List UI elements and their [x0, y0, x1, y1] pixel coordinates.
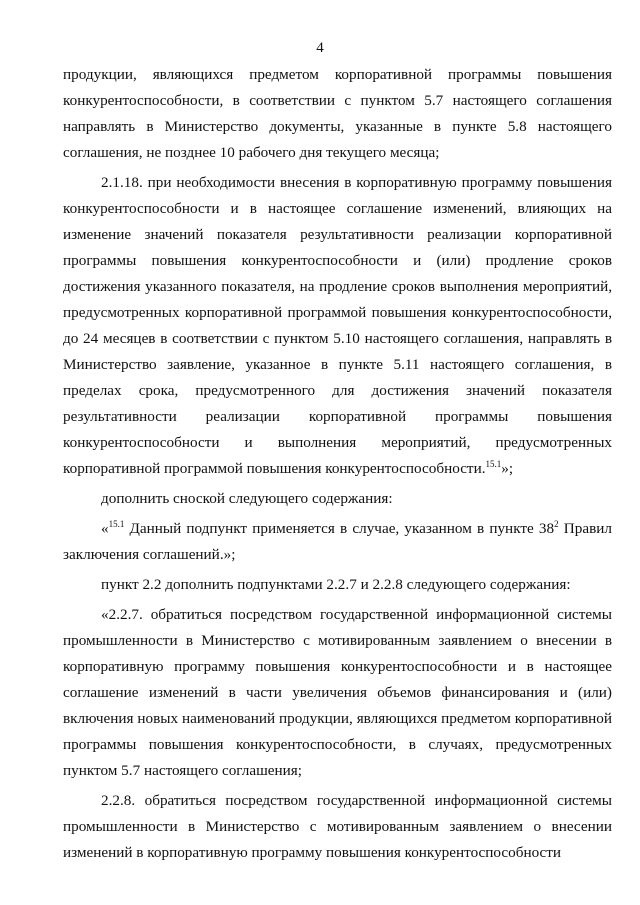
paragraph-2-1-18-end: »; — [501, 460, 514, 477]
footnote-body: Данный подпункт применяется в случае, указанном в пункте 38 — [124, 520, 555, 537]
paragraph-2-2-7: «2.2.7. обратиться посредством государственной информационной системы промышленности в Министерство с мотивированным заявлением о внесении в корпоративную программу повышения конкурентоспособности и в настоящее соглашение изменений в части увеличения объемов финансирования и (или) включения новых наименований продукции, являющихся предметом корпоративной программы повышения конкурентоспособности, в случаях, предусмотренных пунктом 5.7 настоящего соглашения; — [63, 606, 612, 779]
paragraph-footnote-intro: дополнить сноской следующего содержания: — [101, 490, 393, 507]
footnote-ref-15-1: 15.1 — [485, 459, 502, 469]
document-body — [63, 62, 612, 866]
page-number: 4 — [316, 40, 324, 56]
footnote-open-quote: « — [101, 520, 109, 537]
paragraph-2-1-18-text: 2.1.18. при необходимости внесения в корпоративную программу повышения конкурентоспособности и в настоящее соглашение изменений, влияющих на изменение значений показателя результативности реализации корпоративной программы повышения конкурентоспособности и (или) продление сроков достижения указанного показателя, на продление сроков выполнения мероприятий, предусмотренных корпоративной программой повышения конкурентоспособности, до 24 месяцев в соответствии с пунктом 5.10 настоящего соглашения, направлять в Министерство заявление, указанное в пункте 5.11 настоящего соглашения, в пределах срока, предусмотренного для достижения значений показателя результативности реализации корпоративной программы повышения конкурентоспособности и выполнения мероприятий, предусмотренных корпоративной программой повышения конкурентоспособности. — [63, 174, 612, 477]
footnote-mark-15-1: 15.1 — [108, 519, 125, 529]
paragraph-2-2-8: 2.2.8. обратиться посредством государственной информационной системы промышленности в Министерство с мотивированным заявлением о внесении изменений в корпоративную программу повышения конкурентоспособности — [63, 792, 612, 861]
footnote-ref-38-2: 2 — [554, 519, 559, 529]
paragraph-2-2-amendment: пункт 2.2 дополнить подпунктами 2.2.7 и 2.2.8 следующего содержания: — [101, 576, 571, 593]
paragraph-continuation: продукции, являющихся предметом корпоративной программы повышения конкурентоспособности, в соответствии с пунктом 5.7 настоящего соглашения направлять в Министерство документы, указанные в пункте 5.8 настоящего соглашения, не позднее 10 рабочего дня текущего месяца; — [63, 66, 612, 161]
footnote-end: Правил заключения соглашений.»; — [63, 520, 612, 563]
paragraph-footnote-text — [63, 516, 612, 568]
paragraph-2-1-18 — [63, 170, 612, 482]
